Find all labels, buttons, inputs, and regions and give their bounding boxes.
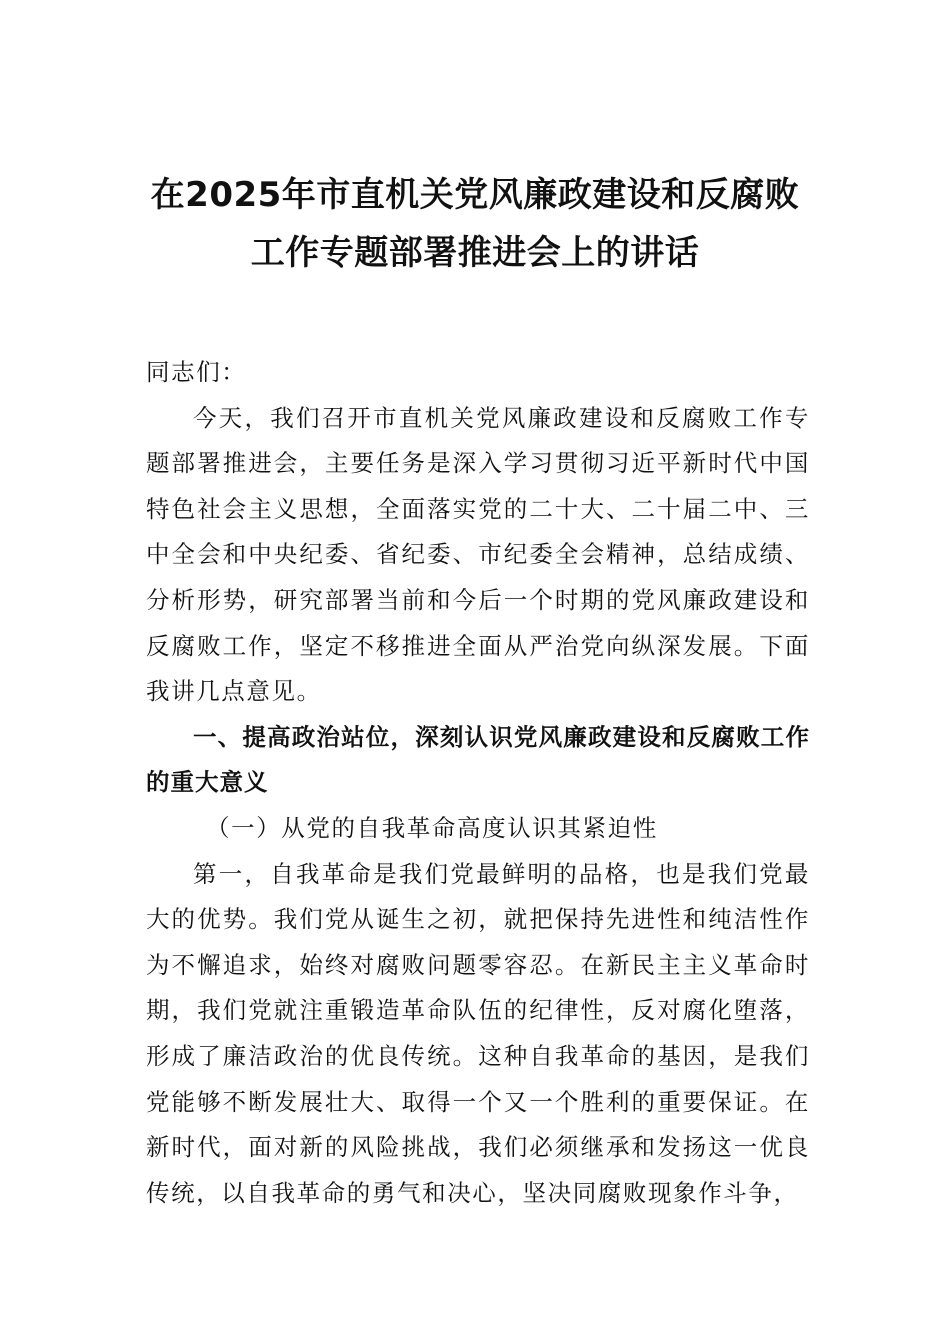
body-paragraph-1: 第一，自我革命是我们党最鲜明的品格，也是我们党最大的优势。我们党从诞生之初，就把保持先进性和纯洁性作为不懈追求，始终对腐败问题零容忍。在新民主主义革命时期，我们党就注重锻造革命队伍的纪律性，反对腐化堕落，形成了廉洁政治的优良传统。这种自我革命的基因，是我们党能够不断发展壮大、取得一个又一个胜利的重要保证。在新时代，面对新的风险挑战，我们必须继承和发扬这一优良传统，以自我革命的勇气和决心，坚决同腐败现象作斗争， xyxy=(146,859,810,1207)
document-title xyxy=(120,166,830,282)
section-heading-1: 一、提高政治站位，深刻认识党风廉政建设和反腐败工作的重大意义 xyxy=(146,722,810,797)
title-line-2: 工作专题部署推进会上的讲话 xyxy=(250,233,700,273)
subsection-heading-1: （一）从党的自我革命高度认识其紧迫性 xyxy=(206,813,658,842)
document-body xyxy=(146,350,810,1216)
salutation: 同志们： xyxy=(146,358,247,386)
title-line-1: 在2025年市直机关党风廉政建设和反腐败 xyxy=(150,175,800,215)
intro-paragraph: 今天，我们召开市直机关党风廉政建设和反腐败工作专题部署推进会，主要任务是深入学习贯彻习近平新时代中国特色社会主义思想，全面落实党的二十大、二十届二中、三中全会和中央纪委、省纪委、市纪委全会精神，总结成绩、分析形势，研究部署当前和今后一个时期的党风廉政建设和反腐败工作，坚定不移推进全面从严治党向纵深发展。下面我讲几点意见。 xyxy=(146,403,810,706)
